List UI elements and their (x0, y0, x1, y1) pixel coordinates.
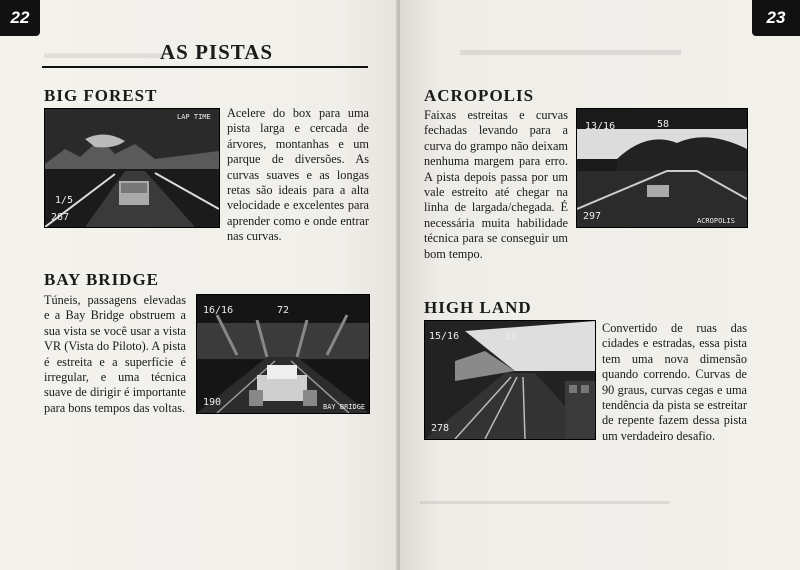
track-description-big-forest: Acelere do box para uma pista larga e cercada de árvores, montanhas e um parque de diversões. As curvas suaves e as longas retas são ideais para a alta velocidade e excelentes para aprender como e onde entrar nas curvas. (227, 106, 369, 244)
hud-speed: 278 (431, 423, 450, 434)
track-description-acropolis: Faixas estreitas e curvas fechadas levando para a curva do grampo não deixam nenhuma margem para erro. A pista depois passa por um vale estreito até chegar na linha de largada/chegada. É necessária muita habilidade técnica para se conseguir um bom tempo. (424, 108, 568, 261)
track-heading-high-land: HIGH LAND (424, 298, 532, 317)
hud-track-label: BAY BRIDGE (323, 403, 366, 411)
hud-position: 15/16 (429, 331, 460, 342)
screenshot-big-forest (44, 108, 220, 228)
bleed-through-text: ▬▬▬▬▬▬▬▬▬▬▬▬▬▬▬▬▬▬▬▬▬▬▬▬▬ (420, 496, 670, 507)
title-underline (42, 66, 368, 68)
hud-time: 59 (505, 331, 518, 342)
right-page (400, 0, 800, 570)
track-heading-big-forest: BIG FOREST (44, 86, 158, 105)
hud-lap: 1/5 (55, 195, 74, 206)
screenshot-bay-bridge (196, 294, 370, 414)
hud-speed: 297 (583, 211, 602, 222)
track-description-bay-bridge: Túneis, passagens elevadas e a Bay Bridge obstruem a sua vista se você usar a vista VR (Vista do Piloto). A pista é estreita e a superfície é irregular, e uma técnica suave de dirigir é importante para bons tempos das voltas. (44, 293, 186, 415)
screenshot-acropolis (576, 108, 748, 228)
track-heading-acropolis: ACROPOLIS (424, 86, 535, 105)
screenshot-high-land (424, 320, 596, 440)
hud-position: 13/16 (585, 121, 616, 132)
hud-track-label: ACROPOLIS (697, 217, 735, 225)
hud-speed: 267 (51, 212, 70, 223)
hud-speed: 190 (203, 397, 222, 408)
track-description-high-land: Convertido de ruas das cidades e estradas, essa pista tem uma nova dimensão quando correndo. Curvas de 90 graus, curvas cegas e uma tendência da pista se estreitar de repente fazem dessa pista um verdadeiro desafio. (602, 321, 747, 443)
hud-position: 16/16 (203, 305, 234, 316)
bleed-through-text: ▬▬▬▬▬▬▬▬ (44, 46, 164, 62)
track-heading-bay-bridge: BAY BRIDGE (44, 270, 160, 289)
page-number-right: 23 (752, 0, 800, 36)
bleed-through-text: ▬▬▬▬▬▬▬▬▬▬▬▬▬ (460, 40, 681, 59)
left-page (0, 0, 398, 570)
hud-time: 58 (657, 119, 670, 130)
hud-lap-time: LAP TIME (177, 113, 211, 121)
page-number-left: 22 (0, 0, 40, 36)
hud-time: 72 (277, 305, 290, 316)
section-title: AS PISTAS (160, 40, 274, 64)
